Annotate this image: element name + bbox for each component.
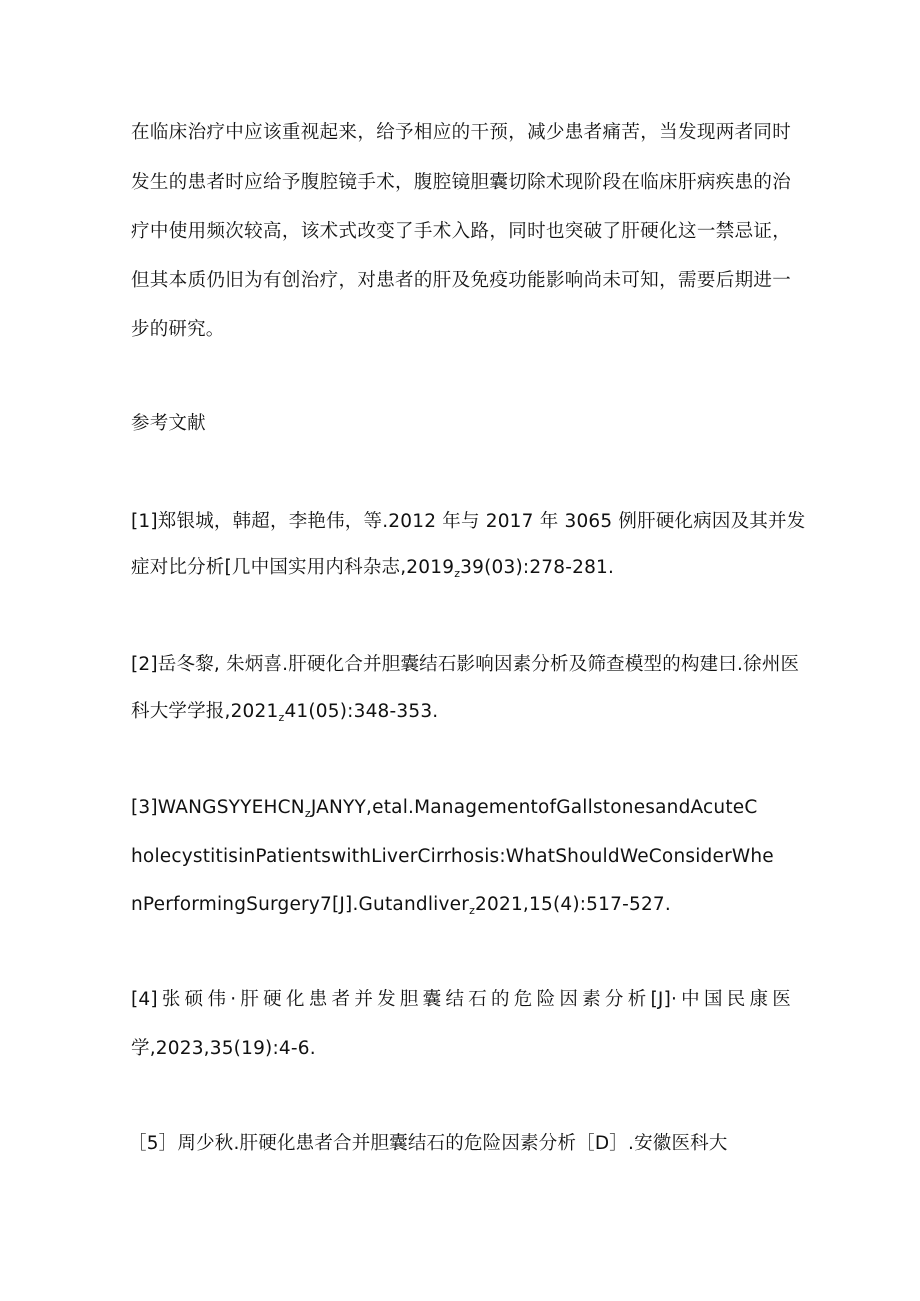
reference-line: 学,2023,35(19):4-6. [131, 1038, 316, 1059]
paragraph-line: 步的研究。 [131, 319, 225, 340]
reference-line: 科大学学报$,2021_z41(05):348-353$. [131, 701, 439, 724]
reference-line: ［5］周少秋.肝硬化患者合并胆囊结石的危险因素分析［D］.安徽医科大 [128, 1133, 728, 1154]
reference-line: [2]岳冬黎, 朱炳喜.肝硬化合并胆囊结石影响因素分析及筛查模型的构建曰.徐州医 [131, 654, 800, 675]
paragraph-line: 在临床治疗中应该重视起来，给予相应的干预，减少患者痛苦，当发现两者同时 [131, 122, 791, 143]
paragraph-line: 疗中使用频次较高，该术式改变了手术入路，同时也突破了肝硬化这一禁忌证， [131, 221, 791, 242]
reference-line: nPerformingSurgery7[J].Gutandliver$_z$2021,15(4):517-527. [131, 894, 671, 917]
reference-line: [1]郑银城，韩超，李艳伟，等.2012 年与 2017 年 3065 例肝硬化病因及其并发 [131, 511, 806, 532]
reference-line: $[3]WANGSYYEHCN_zJANYY,etal.ManagementofGallstonesandAcuteC$ [131, 797, 758, 820]
reference-line: [4]张硕伟·肝硬化患者并发胆囊结石的危险因素分析[J]·中国民康医 [131, 989, 791, 1010]
reference-line: holecystitisinPatientswithLiverCirrhosis:WhatShouldWeConsiderWhe [131, 846, 774, 867]
paragraph-line: 发生的患者时应给予腹腔镜手术，腹腔镜胆囊切除术现阶段在临床肝病疾患的治 [131, 172, 791, 193]
paragraph-line: 但其本质仍旧为有创治疗，对患者的肝及免疫功能影响尚未可知，需要后期进一 [131, 270, 791, 291]
references-heading: 参考文献 [131, 413, 206, 434]
reference-line: 症对比分析[几中国实用内科杂志$,2019_z39(03):278-281$. [131, 557, 615, 580]
